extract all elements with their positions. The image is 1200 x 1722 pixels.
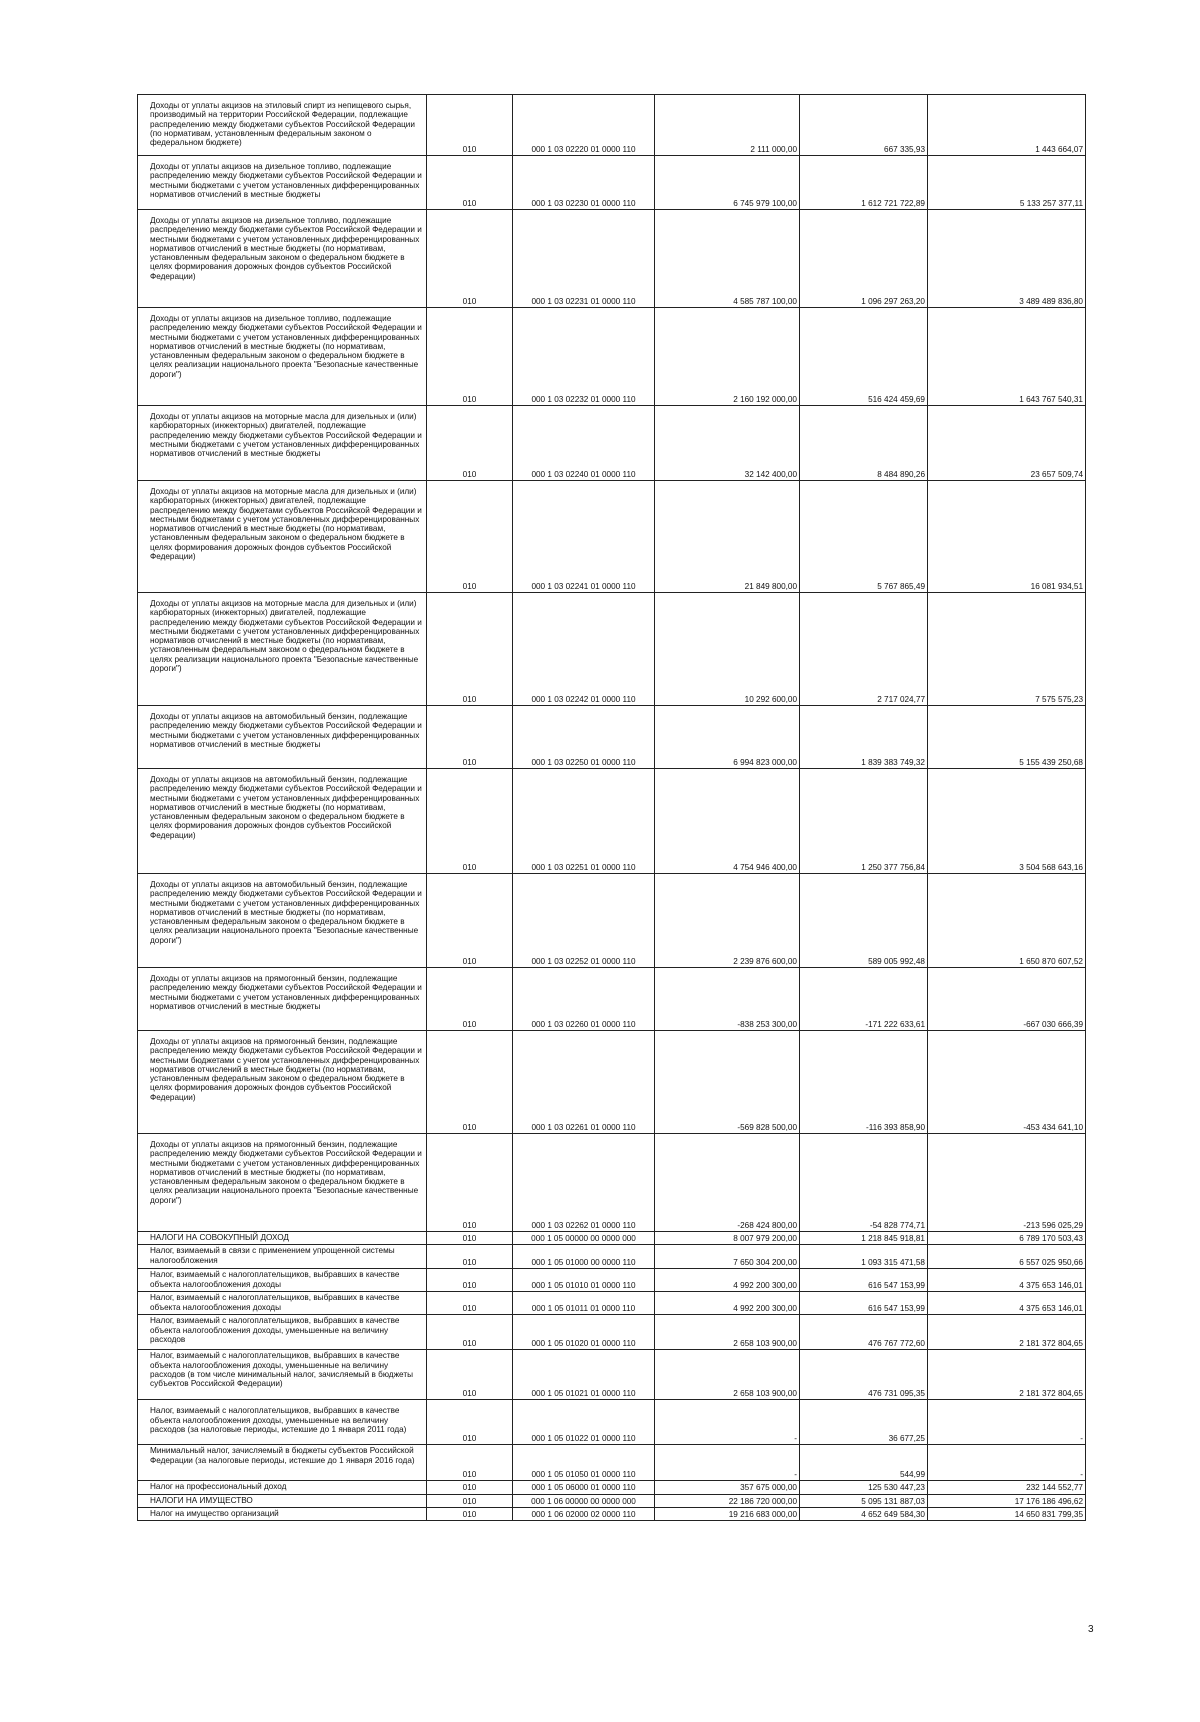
row-line-code: 010 [427,1315,513,1350]
row-budget-code: 000 1 03 02250 01 0000 110 [513,706,655,769]
row-line-code: 010 [427,769,513,874]
table-row [138,1494,1086,1507]
table-row [138,1350,1086,1400]
row-unexecuted: 14 650 831 799,35 [928,1507,1086,1520]
row-unexecuted: 3 489 489 836,80 [928,210,1086,308]
row-unexecuted: 23 657 509,74 [928,406,1086,481]
table-row [138,1315,1086,1350]
row-line-code: 010 [427,706,513,769]
row-line-code: 010 [427,308,513,406]
row-line-code: 010 [427,1269,513,1292]
row-name: Доходы от уплаты акцизов на дизельное топливо, подлежащие распределению между бюджетами субъектов Российской Федерации и местными бюджетами с учетом установленных дифференцированных нормативов отчислений в местные бюджеты [138,156,427,210]
row-line-code: 010 [427,593,513,706]
row-name: Минимальный налог, зачисляемый в бюджеты субъектов Российской Федерации (за налоговые периоды, истекшие до 1 января 2016 года) [138,1445,427,1481]
row-executed: -171 222 633,61 [800,968,928,1031]
table-row [138,1269,1086,1292]
table-row [138,968,1086,1031]
row-approved: 2 658 103 900,00 [655,1315,800,1350]
table-row [138,1245,1086,1269]
row-name: Налог, взимаемый с налогоплательщиков, выбравших в качестве объекта налогообложения доходы, уменьшенные на величину расходов [138,1315,427,1350]
row-name: Налог, взимаемый с налогоплательщиков, выбравших в качестве объекта налогообложения доходы [138,1269,427,1292]
row-budget-code: 000 1 03 02261 01 0000 110 [513,1031,655,1134]
row-name: Налог, взимаемый с налогоплательщиков, выбравших в качестве объекта налогообложения доходы, уменьшенные на величину расходов (за налоговые периоды, истекшие до 1 января 2011 года) [138,1400,427,1445]
row-unexecuted: 17 176 186 496,62 [928,1494,1086,1507]
row-unexecuted: 1 650 870 607,52 [928,874,1086,968]
row-approved: 7 650 304 200,00 [655,1245,800,1269]
row-line-code: 010 [427,1494,513,1507]
row-budget-code: 000 1 05 01010 01 0000 110 [513,1269,655,1292]
row-unexecuted: 6 789 170 503,43 [928,1232,1086,1245]
row-approved: 10 292 600,00 [655,593,800,706]
row-name: Налог на профессиональный доход [138,1481,427,1494]
table-row [138,593,1086,706]
row-unexecuted: 4 375 653 146,01 [928,1269,1086,1292]
row-line-code: 010 [427,1445,513,1481]
row-name: Налог, взимаемый с налогоплательщиков, выбравших в качестве объекта налогообложения доходы [138,1292,427,1315]
page-number: 3 [1088,1624,1094,1635]
row-budget-code: 000 1 05 00000 00 0000 000 [513,1232,655,1245]
table-row [138,95,1086,156]
row-name: Налог, взимаемый с налогоплательщиков, выбравших в качестве объекта налогообложения доходы, уменьшенные на величину расходов (в том числе минимальный налог, зачисляемый в бюджеты субъектов Российской Федерации) [138,1350,427,1400]
row-approved: 6 994 823 000,00 [655,706,800,769]
row-executed: 516 424 459,69 [800,308,928,406]
table-row [138,874,1086,968]
row-name: Доходы от уплаты акцизов на моторные масла для дизельных и (или) карбюраторных (инжекторных) двигателей, подлежащие распределению между бюджетами субъектов Российской Федерации и местными бюджетами с учетом установленных дифференцированных нормативов отчислений в местные бюджеты (по нормативам, установленным федеральным законом о федеральном бюджете в целях реализации национального проекта "Безопасные качественные дороги") [138,593,427,706]
row-approved: 19 216 683 000,00 [655,1507,800,1520]
row-budget-code: 000 1 06 02000 02 0000 110 [513,1507,655,1520]
row-name: Доходы от уплаты акцизов на автомобильный бензин, подлежащие распределению между бюджетами субъектов Российской Федерации и местными бюджетами с учетом установленных дифференцированных нормативов отчислений в местные бюджеты (по нормативам, установленным федеральным законом о федеральном бюджете в целях реализации национального проекта "Безопасные качественные дороги") [138,874,427,968]
row-executed: 476 767 772,60 [800,1315,928,1350]
row-line-code: 010 [427,1245,513,1269]
row-budget-code: 000 1 03 02241 01 0000 110 [513,481,655,593]
table-row [138,1232,1086,1245]
row-line-code: 010 [427,1507,513,1520]
table-row [138,1481,1086,1494]
row-name: Доходы от уплаты акцизов на прямогонный бензин, подлежащие распределению между бюджетами субъектов Российской Федерации и местными бюджетами с учетом установленных дифференцированных нормативов отчислений в местные бюджеты (по нормативам, установленным федеральным законом о федеральном бюджете в целях реализации национального проекта "Безопасные качественные дороги") [138,1134,427,1232]
row-unexecuted: -213 596 025,29 [928,1134,1086,1232]
row-approved: -838 253 300,00 [655,968,800,1031]
row-name: Доходы от уплаты акцизов на автомобильный бензин, подлежащие распределению между бюджетами субъектов Российской Федерации и местными бюджетами с учетом установленных дифференцированных нормативов отчислений в местные бюджеты (по нормативам, установленным федеральным законом о федеральном бюджете в целях формирования дорожных фондов субъектов Российской Федерации) [138,769,427,874]
row-name: НАЛОГИ НА ИМУЩЕСТВО [138,1494,427,1507]
row-approved: -268 424 800,00 [655,1134,800,1232]
table-row [138,481,1086,593]
row-unexecuted: 7 575 575,23 [928,593,1086,706]
table-row [138,1292,1086,1315]
row-unexecuted: -667 030 666,39 [928,968,1086,1031]
row-line-code: 010 [427,1292,513,1315]
row-approved: 6 745 979 100,00 [655,156,800,210]
row-budget-code: 000 1 05 01022 01 0000 110 [513,1400,655,1445]
row-budget-code: 000 1 03 02260 01 0000 110 [513,968,655,1031]
row-name: Доходы от уплаты акцизов на моторные масла для дизельных и (или) карбюраторных (инжекторных) двигателей, подлежащие распределению между бюджетами субъектов Российской Федерации и местными бюджетами с учетом установленных дифференцированных нормативов отчислений в местные бюджеты (по нормативам, установленным федеральным законом о федеральном бюджете в целях формирования дорожных фондов субъектов Российской Федерации) [138,481,427,593]
row-line-code: 010 [427,210,513,308]
row-executed: 667 335,93 [800,95,928,156]
row-name: Доходы от уплаты акцизов на прямогонный бензин, подлежащие распределению между бюджетами субъектов Российской Федерации и местными бюджетами с учетом установленных дифференцированных нормативов отчислений в местные бюджеты [138,968,427,1031]
row-line-code: 010 [427,1400,513,1445]
row-budget-code: 000 1 05 06000 01 0000 110 [513,1481,655,1494]
row-name: Доходы от уплаты акцизов на автомобильный бензин, подлежащие распределению между бюджетами субъектов Российской Федерации и местными бюджетами с учетом установленных дифференцированных нормативов отчислений в местные бюджеты [138,706,427,769]
row-unexecuted: 2 181 372 804,65 [928,1315,1086,1350]
row-line-code: 010 [427,481,513,593]
row-unexecuted: 6 557 025 950,66 [928,1245,1086,1269]
row-approved: 32 142 400,00 [655,406,800,481]
table-row [138,308,1086,406]
table-row [138,156,1086,210]
row-unexecuted: 4 375 653 146,01 [928,1292,1086,1315]
row-line-code: 010 [427,1134,513,1232]
row-budget-code: 000 1 03 02262 01 0000 110 [513,1134,655,1232]
row-executed: -54 828 774,71 [800,1134,928,1232]
row-budget-code: 000 1 03 02220 01 0000 110 [513,95,655,156]
row-name: Доходы от уплаты акцизов на дизельное топливо, подлежащие распределению между бюджетами субъектов Российской Федерации и местными бюджетами с учетом установленных дифференцированных нормативов отчислений в местные бюджеты (по нормативам, установленным федеральным законом о федеральном бюджете в целях формирования дорожных фондов субъектов Российской Федерации) [138,210,427,308]
row-approved: 2 658 103 900,00 [655,1350,800,1400]
row-line-code: 010 [427,874,513,968]
row-unexecuted: 1 643 767 540,31 [928,308,1086,406]
table-row [138,1400,1086,1445]
row-approved: - [655,1400,800,1445]
row-executed: 1 093 315 471,58 [800,1245,928,1269]
row-executed: 36 677,25 [800,1400,928,1445]
row-approved: 357 675 000,00 [655,1481,800,1494]
row-budget-code: 000 1 05 01050 01 0000 110 [513,1445,655,1481]
row-approved: 2 111 000,00 [655,95,800,156]
row-approved: -569 828 500,00 [655,1031,800,1134]
table-row [138,1134,1086,1232]
row-budget-code: 000 1 03 02242 01 0000 110 [513,593,655,706]
row-line-code: 010 [427,1031,513,1134]
row-unexecuted: 5 133 257 377,11 [928,156,1086,210]
table-row [138,706,1086,769]
row-executed: 5 095 131 887,03 [800,1494,928,1507]
row-name: Доходы от уплаты акцизов на этиловый спирт из непищевого сырья, производимый на территории Российской Федерации, подлежащие распределению между бюджетами субъектов Российской Федерации (по нормативам, установленным федеральным законом о федеральном бюджете) [138,95,427,156]
table-row [138,769,1086,874]
row-name: Доходы от уплаты акцизов на моторные масла для дизельных и (или) карбюраторных (инжекторных) двигателей, подлежащие распределению между бюджетами субъектов Российской Федерации и местными бюджетами с учетом установленных дифференцированных нормативов отчислений в местные бюджеты [138,406,427,481]
row-budget-code: 000 1 06 00000 00 0000 000 [513,1494,655,1507]
table-row [138,406,1086,481]
row-budget-code: 000 1 03 02252 01 0000 110 [513,874,655,968]
row-unexecuted: - [928,1400,1086,1445]
row-executed: 8 484 890,26 [800,406,928,481]
row-approved: 4 585 787 100,00 [655,210,800,308]
row-executed: 4 652 649 584,30 [800,1507,928,1520]
row-approved: 22 186 720 000,00 [655,1494,800,1507]
row-executed: 544,99 [800,1445,928,1481]
row-executed: 1 839 383 749,32 [800,706,928,769]
row-budget-code: 000 1 03 02232 01 0000 110 [513,308,655,406]
row-name: НАЛОГИ НА СОВОКУПНЫЙ ДОХОД [138,1232,427,1245]
row-budget-code: 000 1 05 01000 00 0000 110 [513,1245,655,1269]
row-line-code: 010 [427,968,513,1031]
table-row [138,1507,1086,1520]
row-executed: 589 005 992,48 [800,874,928,968]
row-unexecuted: -453 434 641,10 [928,1031,1086,1134]
income-table [137,94,1086,1521]
row-approved: 8 007 979 200,00 [655,1232,800,1245]
row-executed: -116 393 858,90 [800,1031,928,1134]
row-budget-code: 000 1 05 01011 01 0000 110 [513,1292,655,1315]
row-executed: 476 731 095,35 [800,1350,928,1400]
row-approved: - [655,1445,800,1481]
row-unexecuted: 5 155 439 250,68 [928,706,1086,769]
row-executed: 125 530 447,23 [800,1481,928,1494]
row-executed: 1 250 377 756,84 [800,769,928,874]
row-unexecuted: 16 081 934,51 [928,481,1086,593]
row-line-code: 010 [427,95,513,156]
row-name: Доходы от уплаты акцизов на дизельное топливо, подлежащие распределению между бюджетами субъектов Российской Федерации и местными бюджетами с учетом установленных дифференцированных нормативов отчислений в местные бюджеты (по нормативам, установленным федеральным законом о федеральном бюджете в целях реализации национального проекта "Безопасные качественные дороги") [138,308,427,406]
row-executed: 2 717 024,77 [800,593,928,706]
row-line-code: 010 [427,156,513,210]
row-executed: 616 547 153,99 [800,1269,928,1292]
row-approved: 2 160 192 000,00 [655,308,800,406]
row-name: Налог, взимаемый в связи с применением упрощенной системы налогообложения [138,1245,427,1269]
row-unexecuted: 232 144 552,77 [928,1481,1086,1494]
row-line-code: 010 [427,1232,513,1245]
row-name: Налог на имущество организаций [138,1507,427,1520]
row-budget-code: 000 1 03 02230 01 0000 110 [513,156,655,210]
row-unexecuted: - [928,1445,1086,1481]
row-executed: 1 218 845 918,81 [800,1232,928,1245]
row-executed: 616 547 153,99 [800,1292,928,1315]
row-budget-code: 000 1 03 02240 01 0000 110 [513,406,655,481]
row-approved: 2 239 876 600,00 [655,874,800,968]
row-line-code: 010 [427,1481,513,1494]
row-budget-code: 000 1 03 02231 01 0000 110 [513,210,655,308]
row-approved: 21 849 800,00 [655,481,800,593]
row-unexecuted: 2 181 372 804,65 [928,1350,1086,1400]
row-approved: 4 992 200 300,00 [655,1269,800,1292]
row-name: Доходы от уплаты акцизов на прямогонный бензин, подлежащие распределению между бюджетами субъектов Российской Федерации и местными бюджетами с учетом установленных дифференцированных нормативов отчислений в местные бюджеты (по нормативам, установленным федеральным законом о федеральном бюджете в целях формирования дорожных фондов субъектов Российской Федерации) [138,1031,427,1134]
table-row [138,1031,1086,1134]
row-budget-code: 000 1 05 01020 01 0000 110 [513,1315,655,1350]
row-executed: 5 767 865,49 [800,481,928,593]
row-line-code: 010 [427,1350,513,1400]
row-approved: 4 992 200 300,00 [655,1292,800,1315]
row-unexecuted: 1 443 664,07 [928,95,1086,156]
row-unexecuted: 3 504 568 643,16 [928,769,1086,874]
row-budget-code: 000 1 05 01021 01 0000 110 [513,1350,655,1400]
row-approved: 4 754 946 400,00 [655,769,800,874]
row-line-code: 010 [427,406,513,481]
row-executed: 1 096 297 263,20 [800,210,928,308]
row-executed: 1 612 721 722,89 [800,156,928,210]
table-row [138,210,1086,308]
row-budget-code: 000 1 03 02251 01 0000 110 [513,769,655,874]
table-row [138,1445,1086,1481]
